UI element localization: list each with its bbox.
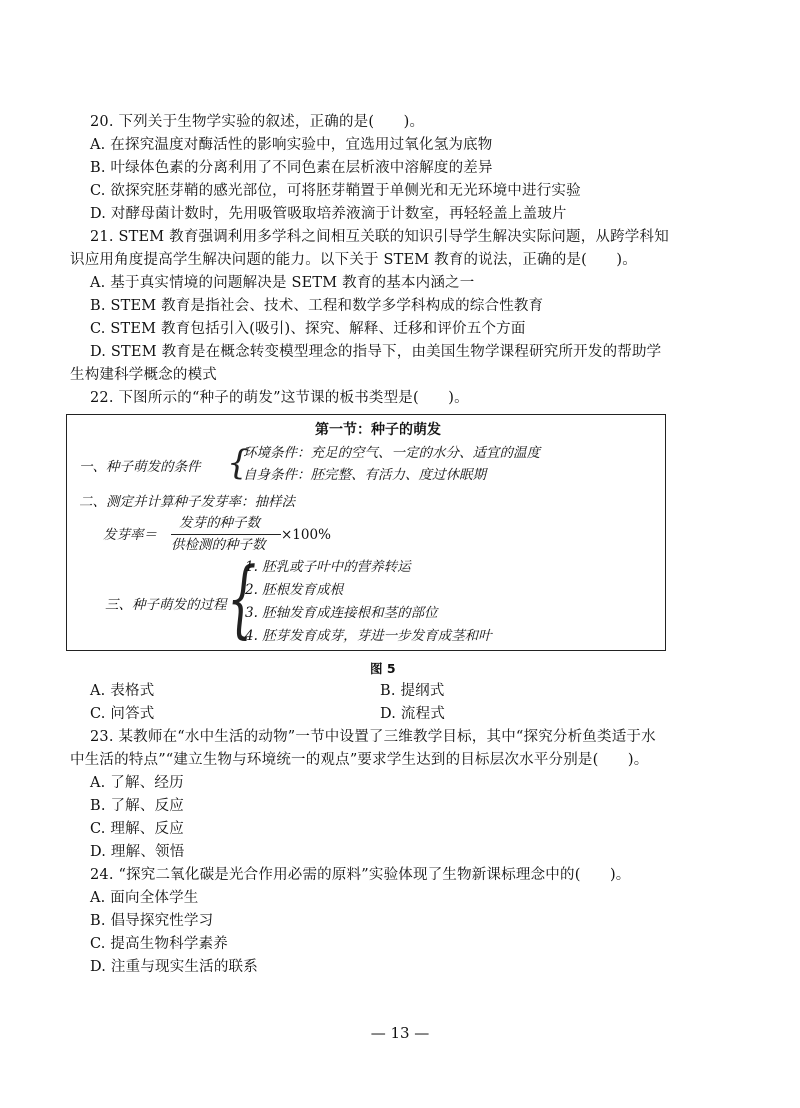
fraction-bar <box>171 534 281 535</box>
q24-stem: 24. “探究二氧化碳是光合作用必需的原料”实验体现了生物新课标理念中的( )。 <box>90 867 631 883</box>
brace-icon: { <box>227 549 257 647</box>
brace-icon: { <box>227 443 249 483</box>
figure-caption: 图 5 <box>370 661 396 676</box>
q24-option-d: D. 注重与现实生活的联系 <box>90 959 258 975</box>
q21-stem-line2: 识应用角度提高学生解决问题的能力。以下关于 STEM 教育的说法，正确的是( )。 <box>70 252 637 268</box>
board-rate-label: 发芽率＝ <box>103 527 157 543</box>
q24-option-a: A. 面向全体学生 <box>90 890 199 906</box>
board-section1-item1: 环境条件：充足的空气、一定的水分、适宜的温度 <box>243 445 540 461</box>
board-title: 第一节：种子的萌发 <box>315 422 441 438</box>
q23-stem-line1: 23. 某教师在“水中生活的动物”一节中设置了三维教学目标，其中“探究分析鱼类适于水 <box>90 729 656 745</box>
q20-stem: 20. 下列关于生物学实验的叙述，正确的是( )。 <box>90 114 425 130</box>
board-section3-item1: 1. 胚乳或子叶中的营养转运 <box>245 559 411 575</box>
q22-stem: 22. 下图所示的“种子的萌发”这节课的板书类型是( )。 <box>90 390 469 406</box>
q23-option-a: A. 了解、经历 <box>90 775 184 791</box>
q23-option-c: C. 理解、反应 <box>90 821 184 837</box>
q20-option-c: C. 欲探究胚芽鞘的感光部位，可将胚芽鞘置于单侧光和无光环境中进行实验 <box>90 183 581 199</box>
q21-option-a: A. 基于真实情境的问题解决是 SETM 教育的基本内涵之一 <box>90 275 475 291</box>
board-rate-numerator: 发芽的种子数 <box>179 515 260 531</box>
board-section1-item2: 自身条件：胚完整、有活力、度过休眠期 <box>243 467 486 483</box>
board-section3-item3: 3. 胚轴发育成连接根和茎的部位 <box>245 605 438 621</box>
board-section2: 二、测定并计算种子发芽率：抽样法 <box>79 494 295 510</box>
q21-option-b: B. STEM 教育是指社会、技术、工程和数学多学科构成的综合性教育 <box>90 298 544 314</box>
board-rate-denominator: 供检测的种子数 <box>171 537 266 553</box>
q20-option-d: D. 对酵母菌计数时，先用吸管吸取培养液滴于计数室，再轻轻盖上盖玻片 <box>90 206 567 222</box>
q21-option-d: D. STEM 教育是在概念转变模型理念的指导下，由美国生物学课程研究所开发的帮助学 <box>90 344 662 360</box>
board-section3-item4: 4. 胚芽发育成芽，芽进一步发育成茎和叶 <box>245 628 492 644</box>
q21-stem-line1: 21. STEM 教育强调利用多学科之间相互关联的知识引导学生解决实际问题，从跨学科知 <box>90 229 669 245</box>
q22-option-d: D. 流程式 <box>380 706 446 722</box>
board-section3-label: 三、种子萌发的过程 <box>105 597 227 613</box>
q22-option-a: A. 表格式 <box>90 683 155 699</box>
q22-option-b: B. 提纲式 <box>380 683 445 699</box>
q21-option-c: C. STEM 教育包括引入(吸引)、探究、解释、迁移和评价五个方面 <box>90 321 526 337</box>
q23-option-d: D. 理解、领悟 <box>90 844 185 860</box>
q21-option-d-line2: 生构建科学概念的模式 <box>70 367 217 383</box>
page-number: — 13 — <box>370 1024 430 1042</box>
q22-option-c: C. 问答式 <box>90 706 155 722</box>
blackboard-figure <box>66 414 666 651</box>
q23-stem-line2: 中生活的特点”“建立生物与环境统一的观点”要求学生达到的目标层次水平分别是( )。 <box>70 752 649 768</box>
q24-option-c: C. 提高生物科学素养 <box>90 936 228 952</box>
board-rate-suffix: ×100% <box>281 527 331 543</box>
q20-option-a: A. 在探究温度对酶活性的影响实验中，宜选用过氧化氢为底物 <box>90 137 493 153</box>
board-section3-item2: 2. 胚根发育成根 <box>245 582 344 598</box>
board-section1-label: 一、种子萌发的条件 <box>79 459 201 475</box>
q20-option-b: B. 叶绿体色素的分离利用了不同色素在层析液中溶解度的差异 <box>90 160 493 176</box>
q23-option-b: B. 了解、反应 <box>90 798 184 814</box>
q24-option-b: B. 倡导探究性学习 <box>90 913 214 929</box>
